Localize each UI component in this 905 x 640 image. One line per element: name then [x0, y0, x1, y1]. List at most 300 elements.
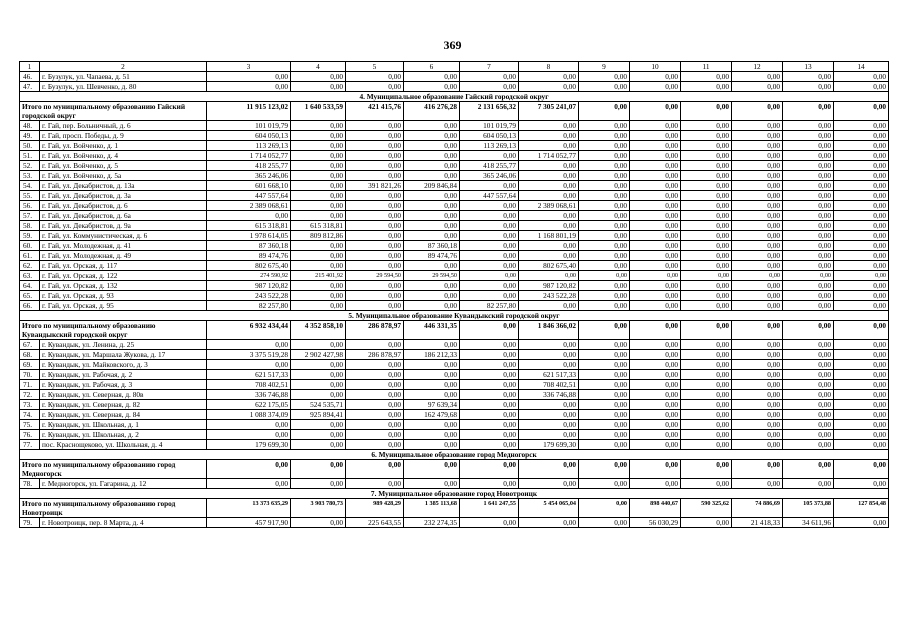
table-row [20, 518, 889, 528]
value-cell: 0,00 [732, 121, 783, 131]
value-cell: 0,00 [579, 440, 630, 450]
value-cell: 0,00 [681, 370, 732, 380]
value-cell: 0,00 [460, 72, 519, 82]
value-cell: 0,00 [783, 271, 834, 281]
table-row [20, 360, 889, 370]
value-cell: 622 175,05 [207, 400, 291, 410]
value-cell: 0,00 [460, 370, 519, 380]
value-cell: 0,00 [783, 241, 834, 251]
table-row [20, 350, 889, 360]
row-number: 55. [20, 191, 40, 201]
value-cell: 209 846,84 [404, 181, 460, 191]
value-cell: 0,00 [783, 171, 834, 181]
value-cell: 0,00 [291, 360, 346, 370]
value-cell: 21 418,33 [732, 518, 783, 528]
value-cell: 0,00 [346, 121, 404, 131]
total-value: 7 305 241,07 [519, 102, 579, 121]
value-cell: 0,00 [834, 518, 889, 528]
value-cell: 0,00 [681, 261, 732, 271]
value-cell: 0,00 [519, 251, 579, 261]
value-cell: 0,00 [579, 390, 630, 400]
value-cell: 0,00 [783, 360, 834, 370]
total-value: 5 454 065,04 [519, 499, 579, 518]
value-cell: 0,00 [519, 82, 579, 92]
value-cell: 0,00 [579, 82, 630, 92]
total-value: 127 854,48 [834, 499, 889, 518]
address-cell: г. Гай, ул. Декабристов, д. 6 [40, 201, 207, 211]
value-cell: 0,00 [519, 360, 579, 370]
table-row [20, 430, 889, 440]
total-value: 74 886,69 [732, 499, 783, 518]
value-cell: 0,00 [732, 390, 783, 400]
value-cell: 0,00 [291, 82, 346, 92]
table-row [20, 291, 889, 301]
value-cell: 0,00 [630, 251, 681, 261]
value-cell: 0,00 [460, 410, 519, 420]
total-row [20, 321, 889, 340]
value-cell: 0,00 [291, 291, 346, 301]
total-value: 0,00 [681, 460, 732, 479]
header-cell: 14 [834, 62, 889, 72]
value-cell: 0,00 [346, 82, 404, 92]
value-cell: 0,00 [346, 291, 404, 301]
row-number: 68. [20, 350, 40, 360]
value-cell: 0,00 [207, 479, 291, 489]
value-cell: 0,00 [460, 390, 519, 400]
value-cell: 0,00 [519, 181, 579, 191]
value-cell: 0,00 [783, 350, 834, 360]
row-number: 73. [20, 400, 40, 410]
value-cell: 0,00 [783, 301, 834, 311]
value-cell: 0,00 [732, 221, 783, 231]
row-number: 63. [20, 271, 40, 281]
value-cell: 0,00 [346, 211, 404, 221]
value-cell: 1 088 374,09 [207, 410, 291, 420]
table-row [20, 251, 889, 261]
value-cell: 0,00 [346, 400, 404, 410]
value-cell: 1 714 052,77 [519, 151, 579, 161]
value-cell: 0,00 [579, 251, 630, 261]
value-cell: 0,00 [291, 241, 346, 251]
total-value: 590 325,62 [681, 499, 732, 518]
total-value: 0,00 [291, 460, 346, 479]
value-cell: 56 030,29 [630, 518, 681, 528]
value-cell: 0,00 [291, 161, 346, 171]
value-cell: 524 535,71 [291, 400, 346, 410]
value-cell: 0,00 [207, 82, 291, 92]
total-value: 0,00 [579, 321, 630, 340]
value-cell: 0,00 [681, 191, 732, 201]
address-cell: г. Гай, ул. Декабристов, д. 9а [40, 221, 207, 231]
value-cell: 0,00 [519, 340, 579, 350]
value-cell: 0,00 [460, 181, 519, 191]
table-row [20, 370, 889, 380]
value-cell: 0,00 [207, 420, 291, 430]
value-cell: 0,00 [404, 479, 460, 489]
value-cell: 0,00 [346, 161, 404, 171]
value-cell: 0,00 [346, 430, 404, 440]
value-cell: 0,00 [834, 241, 889, 251]
value-cell: 0,00 [783, 410, 834, 420]
value-cell: 0,00 [207, 360, 291, 370]
value-cell: 0,00 [404, 121, 460, 131]
address-cell: г. Гай, ул. Орская, д. 117 [40, 261, 207, 271]
value-cell: 0,00 [579, 261, 630, 271]
table-row [20, 261, 889, 271]
table-row [20, 301, 889, 311]
value-cell: 0,00 [519, 430, 579, 440]
table-row [20, 72, 889, 82]
address-cell: г. Кувандык, ул. Северная, д. 80в [40, 390, 207, 400]
value-cell: 0,00 [732, 191, 783, 201]
value-cell: 0,00 [630, 350, 681, 360]
row-number: 70. [20, 370, 40, 380]
value-cell: 0,00 [346, 72, 404, 82]
value-cell: 0,00 [630, 82, 681, 92]
value-cell: 391 821,26 [346, 181, 404, 191]
value-cell: 0,00 [579, 380, 630, 390]
value-cell: 0,00 [630, 231, 681, 241]
row-number: 48. [20, 121, 40, 131]
value-cell: 621 517,33 [207, 370, 291, 380]
value-cell: 0,00 [579, 518, 630, 528]
value-cell: 0,00 [579, 121, 630, 131]
value-cell: 0,00 [834, 231, 889, 241]
value-cell: 0,00 [579, 141, 630, 151]
value-cell: 0,00 [681, 211, 732, 221]
funding-table [19, 61, 889, 528]
value-cell: 0,00 [630, 410, 681, 420]
total-label: Итого по муниципальному образованию Кувандыкский городской округ [20, 321, 207, 340]
row-number: 54. [20, 181, 40, 191]
value-cell: 0,00 [681, 251, 732, 261]
total-value: 0,00 [732, 321, 783, 340]
total-value: 0,00 [681, 321, 732, 340]
value-cell: 0,00 [346, 171, 404, 181]
value-cell: 0,00 [346, 410, 404, 420]
value-cell: 0,00 [630, 440, 681, 450]
value-cell: 0,00 [579, 181, 630, 191]
value-cell: 0,00 [579, 281, 630, 291]
value-cell: 0,00 [291, 301, 346, 311]
value-cell: 0,00 [579, 211, 630, 221]
value-cell: 0,00 [579, 201, 630, 211]
section-row [20, 311, 889, 321]
value-cell: 3 375 519,28 [207, 350, 291, 360]
section-row [20, 489, 889, 499]
value-cell: 0,00 [732, 291, 783, 301]
value-cell: 0,00 [783, 211, 834, 221]
value-cell: 2 902 427,98 [291, 350, 346, 360]
total-value: 0,00 [460, 460, 519, 479]
value-cell: 457 917,90 [207, 518, 291, 528]
value-cell: 0,00 [681, 350, 732, 360]
row-number: 62. [20, 261, 40, 271]
total-row [20, 460, 889, 479]
value-cell: 0,00 [834, 171, 889, 181]
value-cell: 0,00 [460, 360, 519, 370]
value-cell: 0,00 [460, 82, 519, 92]
total-value: 0,00 [460, 321, 519, 340]
value-cell: 0,00 [732, 131, 783, 141]
value-cell: 0,00 [519, 72, 579, 82]
page-number: 369 [443, 38, 462, 52]
value-cell: 0,00 [579, 301, 630, 311]
address-cell: пос. Краснощеково, ул. Школьная, д. 4 [40, 440, 207, 450]
value-cell: 0,00 [346, 251, 404, 261]
value-cell: 0,00 [579, 410, 630, 420]
value-cell: 0,00 [404, 291, 460, 301]
value-cell: 0,00 [834, 350, 889, 360]
value-cell: 0,00 [783, 121, 834, 131]
row-number: 58. [20, 221, 40, 231]
value-cell: 0,00 [681, 171, 732, 181]
value-cell: 2 389 068,61 [519, 201, 579, 211]
value-cell: 0,00 [346, 420, 404, 430]
value-cell: 101 019,79 [207, 121, 291, 131]
total-value: 0,00 [732, 460, 783, 479]
section-title: 5. Муниципальное образование Кувандыкский городской округ [20, 311, 889, 321]
value-cell: 0,00 [291, 171, 346, 181]
table-row [20, 400, 889, 410]
value-cell: 0,00 [681, 479, 732, 489]
address-cell: г. Гай, ул. Орская, д. 93 [40, 291, 207, 301]
value-cell: 0,00 [732, 201, 783, 211]
value-cell: 615 318,81 [291, 221, 346, 231]
header-cell: 5 [346, 62, 404, 72]
total-value: 1 846 366,02 [519, 321, 579, 340]
total-value: 0,00 [834, 460, 889, 479]
value-cell: 0,00 [630, 400, 681, 410]
value-cell: 447 557,64 [460, 191, 519, 201]
value-cell: 0,00 [630, 171, 681, 181]
value-cell: 0,00 [681, 440, 732, 450]
value-cell: 0,00 [834, 340, 889, 350]
total-label: Итого по муниципальному образованию город Новотроицк [20, 499, 207, 518]
total-value: 11 915 123,02 [207, 102, 291, 121]
header-cell: 3 [207, 62, 291, 72]
value-cell: 0,00 [404, 420, 460, 430]
value-cell: 0,00 [732, 370, 783, 380]
value-cell: 34 611,96 [783, 518, 834, 528]
value-cell: 0,00 [834, 400, 889, 410]
total-value: 0,00 [207, 460, 291, 479]
value-cell: 0,00 [630, 390, 681, 400]
address-cell: г. Гай, просп. Победы, д. 9 [40, 131, 207, 141]
row-number: 56. [20, 201, 40, 211]
value-cell: 0,00 [291, 121, 346, 131]
total-label: Итого по муниципальному образованию город Медногорск [20, 460, 207, 479]
row-number: 46. [20, 72, 40, 82]
value-cell: 0,00 [834, 221, 889, 231]
value-cell: 0,00 [834, 479, 889, 489]
value-cell: 0,00 [834, 72, 889, 82]
table-header-row [20, 62, 889, 72]
value-cell: 0,00 [579, 271, 630, 281]
value-cell: 0,00 [681, 181, 732, 191]
value-cell: 0,00 [834, 360, 889, 370]
row-number: 65. [20, 291, 40, 301]
value-cell: 802 675,40 [207, 261, 291, 271]
value-cell: 0,00 [681, 301, 732, 311]
row-number: 47. [20, 82, 40, 92]
value-cell: 0,00 [834, 440, 889, 450]
address-cell: г. Гай, ул. Орская, д. 132 [40, 281, 207, 291]
row-number: 78. [20, 479, 40, 489]
value-cell: 0,00 [783, 400, 834, 410]
value-cell: 0,00 [681, 518, 732, 528]
total-value: 0,00 [783, 460, 834, 479]
value-cell: 925 894,41 [291, 410, 346, 420]
row-number: 50. [20, 141, 40, 151]
value-cell: 82 257,80 [207, 301, 291, 311]
value-cell: 0,00 [291, 201, 346, 211]
total-row [20, 499, 889, 518]
value-cell: 0,00 [630, 420, 681, 430]
row-number: 79. [20, 518, 40, 528]
value-cell: 0,00 [291, 479, 346, 489]
value-cell: 336 746,88 [207, 390, 291, 400]
total-value: 0,00 [519, 460, 579, 479]
row-number: 59. [20, 231, 40, 241]
total-value: 0,00 [834, 102, 889, 121]
value-cell: 0,00 [291, 191, 346, 201]
address-cell: г. Гай, ул. Коммунистическая, д. 6 [40, 231, 207, 241]
address-cell: г. Кувандык, ул. Северная, д. 82 [40, 400, 207, 410]
value-cell: 0,00 [346, 151, 404, 161]
value-cell: 0,00 [346, 261, 404, 271]
value-cell: 0,00 [346, 131, 404, 141]
total-value: 2 131 656,32 [460, 102, 519, 121]
value-cell: 29 594,50 [346, 271, 404, 281]
value-cell: 0,00 [783, 141, 834, 151]
value-cell: 0,00 [732, 151, 783, 161]
value-cell: 0,00 [519, 350, 579, 360]
table-row [20, 410, 889, 420]
value-cell: 0,00 [783, 181, 834, 191]
value-cell: 0,00 [630, 72, 681, 82]
table-row [20, 479, 889, 489]
value-cell: 0,00 [579, 350, 630, 360]
value-cell: 0,00 [404, 221, 460, 231]
header-cell: 10 [630, 62, 681, 72]
address-cell: г. Кувандык, ул. Рабочая, д. 2 [40, 370, 207, 380]
table-row [20, 271, 889, 281]
value-cell: 0,00 [207, 211, 291, 221]
value-cell: 0,00 [681, 72, 732, 82]
total-value: 446 331,35 [404, 321, 460, 340]
address-cell: г. Гай, ул. Молодежная, д. 41 [40, 241, 207, 251]
value-cell: 101 019,79 [460, 121, 519, 131]
value-cell: 225 643,55 [346, 518, 404, 528]
value-cell: 0,00 [291, 440, 346, 450]
total-value: 1 385 113,68 [404, 499, 460, 518]
total-row [20, 102, 889, 121]
value-cell: 0,00 [630, 430, 681, 440]
value-cell: 0,00 [834, 191, 889, 201]
value-cell: 0,00 [834, 82, 889, 92]
value-cell: 0,00 [460, 261, 519, 271]
address-cell: г. Гай, ул. Декабристов, д. 13а [40, 181, 207, 191]
value-cell: 0,00 [404, 370, 460, 380]
value-cell: 0,00 [732, 400, 783, 410]
total-value: 0,00 [579, 499, 630, 518]
row-number: 61. [20, 251, 40, 261]
value-cell: 0,00 [291, 261, 346, 271]
value-cell: 0,00 [732, 161, 783, 171]
row-number: 60. [20, 241, 40, 251]
value-cell: 87 360,18 [404, 241, 460, 251]
value-cell: 0,00 [681, 340, 732, 350]
value-cell: 0,00 [834, 281, 889, 291]
value-cell: 0,00 [460, 380, 519, 390]
row-number: 53. [20, 171, 40, 181]
row-number: 72. [20, 390, 40, 400]
value-cell: 0,00 [460, 479, 519, 489]
address-cell: г. Гай, ул. Войченко, д. 1 [40, 141, 207, 151]
value-cell: 708 402,51 [207, 380, 291, 390]
value-cell: 0,00 [783, 82, 834, 92]
value-cell: 987 120,82 [207, 281, 291, 291]
value-cell: 0,00 [732, 420, 783, 430]
row-number: 75. [20, 420, 40, 430]
value-cell: 802 675,40 [519, 261, 579, 271]
section-title: 7. Муниципальное образование город Новотроицк [20, 489, 889, 499]
value-cell: 0,00 [681, 151, 732, 161]
value-cell: 0,00 [519, 171, 579, 181]
value-cell: 0,00 [834, 380, 889, 390]
table-row [20, 141, 889, 151]
value-cell: 162 479,68 [404, 410, 460, 420]
value-cell: 0,00 [404, 231, 460, 241]
value-cell: 0,00 [579, 171, 630, 181]
value-cell: 0,00 [732, 141, 783, 151]
table-row [20, 201, 889, 211]
total-value: 286 878,97 [346, 321, 404, 340]
address-cell: г. Бузулук, ул. Чапаева, д. 51 [40, 72, 207, 82]
value-cell: 0,00 [460, 251, 519, 261]
value-cell: 0,00 [291, 72, 346, 82]
value-cell: 447 557,64 [207, 191, 291, 201]
total-value: 0,00 [346, 460, 404, 479]
value-cell: 0,00 [681, 380, 732, 390]
value-cell: 2 389 068,61 [207, 201, 291, 211]
value-cell: 0,00 [732, 171, 783, 181]
value-cell: 0,00 [404, 82, 460, 92]
value-cell: 0,00 [404, 440, 460, 450]
value-cell: 365 246,06 [207, 171, 291, 181]
value-cell: 0,00 [460, 151, 519, 161]
value-cell: 0,00 [834, 141, 889, 151]
value-cell: 232 274,35 [404, 518, 460, 528]
value-cell: 615 318,81 [207, 221, 291, 231]
total-value: 0,00 [783, 102, 834, 121]
table-row [20, 390, 889, 400]
total-value: 421 415,76 [346, 102, 404, 121]
section-title: 4. Муниципальное образование Гайский городской округ [20, 92, 889, 102]
header-cell: 13 [783, 62, 834, 72]
value-cell: 0,00 [404, 261, 460, 271]
value-cell: 0,00 [346, 340, 404, 350]
total-value: 0,00 [579, 460, 630, 479]
value-cell: 0,00 [681, 420, 732, 430]
table-row [20, 221, 889, 231]
value-cell: 0,00 [732, 82, 783, 92]
row-number: 64. [20, 281, 40, 291]
value-cell: 0,00 [783, 340, 834, 350]
value-cell: 0,00 [732, 360, 783, 370]
value-cell: 0,00 [681, 360, 732, 370]
